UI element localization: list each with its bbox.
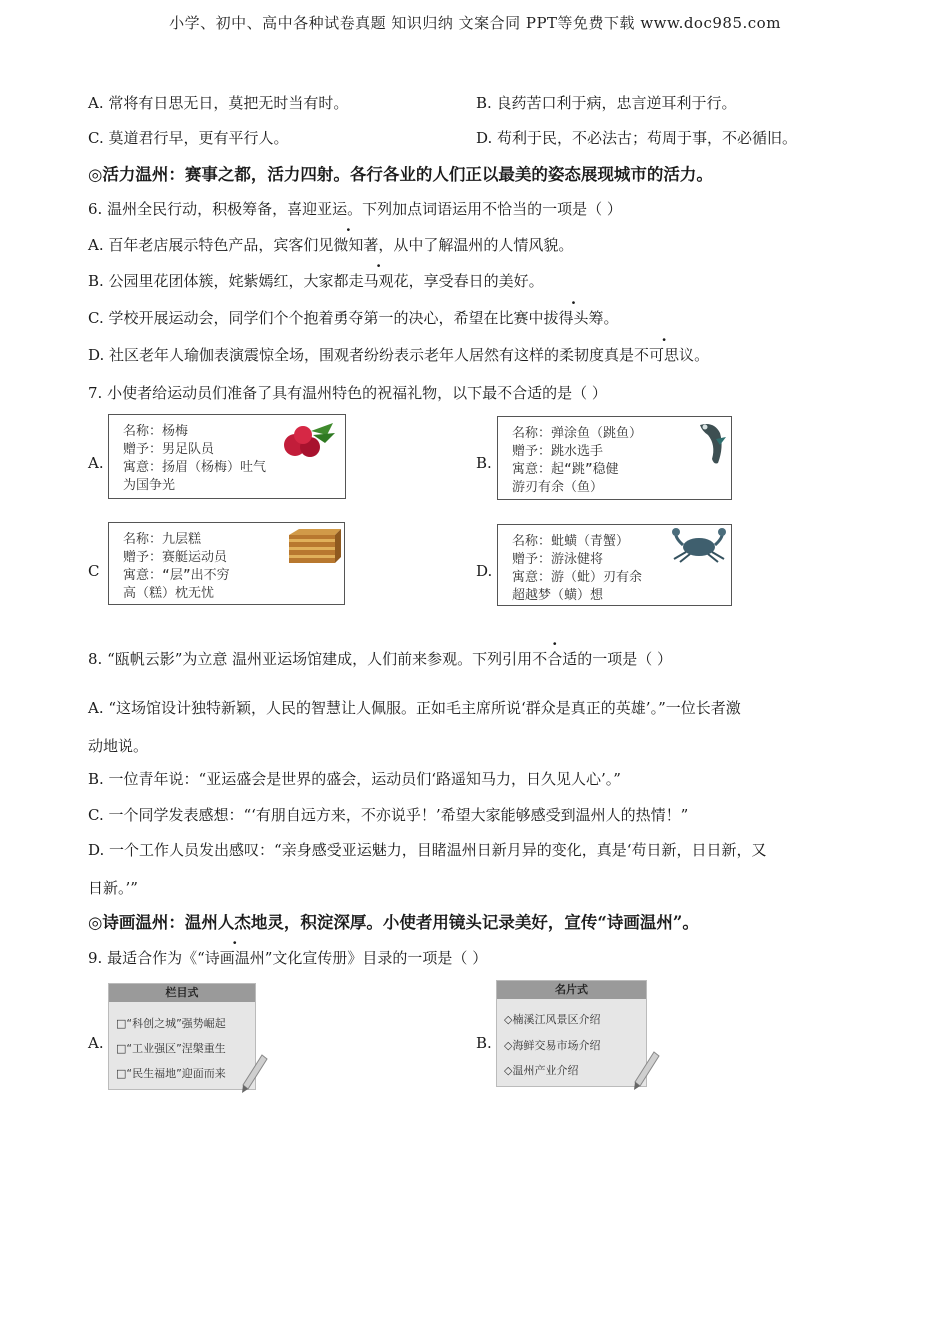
card-meaning: 寓意：“层”出不穷 [123, 568, 230, 583]
gift-card-mudskipper [497, 416, 732, 500]
pencil-icon [632, 1050, 660, 1092]
gift-card-layer-cake [108, 522, 345, 605]
q7-label-d: D. [476, 562, 493, 580]
bayberry-image [277, 421, 337, 459]
card-meaning: 寓意：起“跳”稳健 [512, 462, 619, 477]
q8-option-d-line1: D. 一个工作人员发出感叹：“亲身感受亚运魅力，目睹温州日新月异的变化，真是‘苟日新，日日新，又 [88, 841, 767, 859]
q6-option-c [88, 307, 619, 328]
q6-b-pre: B. 公园里花团体簇，姹紫嫣红，大家都 [88, 272, 349, 290]
q8-stem-post: 的一项是（ ） [577, 650, 672, 668]
q6-d-dotted: 不可思议 [634, 346, 695, 364]
q9-label-a: A. [88, 1034, 104, 1052]
card-meaning: 寓意：游（蚍）刃有余 [512, 570, 643, 585]
q6-b-dotted: 走马观花 [348, 272, 409, 290]
q8-option-d-line2: 日新。’” [88, 879, 138, 897]
q6-c-dotted: 拔得头筹 [543, 309, 604, 327]
q6-option-d [88, 344, 709, 365]
card-meaning-2: 超越梦（蟥）想 [512, 588, 604, 603]
section-heading-poetic: ◎诗画温州：温州人杰地灵，积淀深厚。小使者用镜头记录美好，宣传“诗画温州”。 [88, 913, 699, 932]
card-meaning: 寓意：扬眉（杨梅）吐气 [123, 460, 267, 475]
q5-option-b: B. 良药苦口利于病，忠言逆耳利于行。 [476, 94, 737, 112]
catalog-menu-b [496, 980, 647, 1087]
q6-a-dotted: 见微知著 [318, 236, 379, 254]
q6-stem: 6. 温州全民行动，积极筹备，喜迎亚运。下列加点词语运用不恰当的一项是（ ） [88, 200, 622, 218]
card-name: 名称：弹涂鱼（跳鱼） [512, 426, 643, 441]
q8-option-c: C. 一个同学发表感想：“‘有朋自远方来，不亦说乎！’希望大家能够感受到温州人的热情！” [88, 806, 689, 824]
card-recipient: 赠予：男足队员 [123, 442, 215, 457]
q8-stem-dotted: 不合适 [532, 650, 578, 668]
card-recipient: 赠予：赛艇运动员 [123, 550, 228, 565]
q7-stem: 7. 小使者给运动员们准备了具有温州特色的祝福礼物，以下最不合适的是（ ） [88, 384, 607, 402]
q6-a-pre: A. 百年老店展示特色产品，宾客们 [88, 236, 319, 254]
q5-option-c: C. 莫道君行早，更有平行人。 [88, 129, 289, 147]
q7-label-a: A. [88, 454, 104, 472]
crab-image [668, 527, 730, 563]
gift-card-yangmei [108, 414, 346, 499]
q9-stem-post: ”文化宣传册》目录的一项是（ ） [264, 949, 488, 967]
card-meaning-2: 高（糕）枕无忧 [123, 586, 215, 601]
q6-d-pre: D. 社区老年人瑜伽表演震惊全场，围观者纷纷表示老年人居然有这样的柔韧度真是 [88, 346, 635, 364]
q6-c-post: 。 [603, 309, 619, 327]
card-meaning-2: 游刃有余（鱼） [512, 480, 604, 495]
gift-card-crab [497, 524, 732, 606]
pencil-icon [240, 1053, 268, 1095]
card-meaning-2: 为国争光 [123, 478, 176, 493]
q8-stem [88, 648, 672, 669]
layer-cake-image [285, 527, 341, 565]
q8-option-a-line2: 动地说。 [88, 737, 149, 755]
section-heading-vitality: ◎活力温州：赛事之都，活力四射。各行各业的人们正以最美的姿态展现城市的活力。 [88, 165, 713, 184]
q6-b-post: ，享受春日的美好。 [408, 272, 544, 290]
card-recipient: 赠予：游泳健将 [512, 552, 604, 567]
card-name: 名称：九层糕 [123, 532, 202, 547]
q6-option-b [88, 270, 544, 291]
q8-option-a-line1: A. “这场馆设计独特新颖，人民的智慧让人佩服。正如毛主席所说‘群众是真正的英雄’。”一位长者激 [88, 699, 741, 717]
q9-label-b: B. [476, 1034, 492, 1052]
q8-stem-pre: 8. “瓯帆云影”为立意 温州亚运场馆建成，人们前来参观。下列引用 [88, 650, 533, 668]
q7-label-c: C [88, 562, 100, 580]
card-name: 名称：蚍蟥（青蟹） [512, 534, 630, 549]
menu-item: ◇海鲜交易市场介绍 [504, 1039, 601, 1052]
menu-item: □“科创之城”强势崛起 [116, 1017, 226, 1030]
q9-stem-pre: 9. 最适合作为《“ [88, 949, 205, 967]
q6-option-a [88, 234, 573, 255]
q6-d-post: 。 [694, 346, 710, 364]
card-name: 名称：杨梅 [123, 424, 189, 439]
menu-item: ◇温州产业介绍 [504, 1064, 579, 1077]
menu-title: 栏目式 [109, 984, 255, 1002]
q5-option-d: D. 苟利于民，不必法古；苟周于事，不必循旧。 [476, 129, 798, 147]
menu-item: ◇楠溪江风景区介绍 [504, 1013, 601, 1026]
q8-option-b: B. 一位青年说：“亚运盛会是世界的盛会，运动员们‘路遥知马力，日久见人心’。” [88, 770, 621, 788]
mudskipper-image [694, 419, 730, 467]
q9-stem-dotted: 诗画温州 [204, 949, 265, 967]
menu-title: 名片式 [497, 981, 646, 999]
card-recipient: 赠予：跳水选手 [512, 444, 604, 459]
q9-stem [88, 947, 487, 968]
q6-c-pre: C. 学校开展运动会，同学们个个抱着勇夺第一的决心，希望在比赛中 [88, 309, 544, 327]
catalog-menu-a [108, 983, 256, 1090]
menu-item: □“工业强区”涅槃重生 [116, 1042, 226, 1055]
q7-label-b: B. [476, 454, 492, 472]
q6-a-post: ，从中了解温州的人情风貌。 [378, 236, 574, 254]
page-header: 小学、初中、高中各种试卷真题 知识归纳 文案合同 PPT等免费下载 www.doc985.com [169, 14, 781, 32]
q5-option-a: A. 常将有日思无日，莫把无时当有时。 [88, 94, 349, 112]
menu-item: □“民生福地”迎面而来 [116, 1067, 226, 1080]
